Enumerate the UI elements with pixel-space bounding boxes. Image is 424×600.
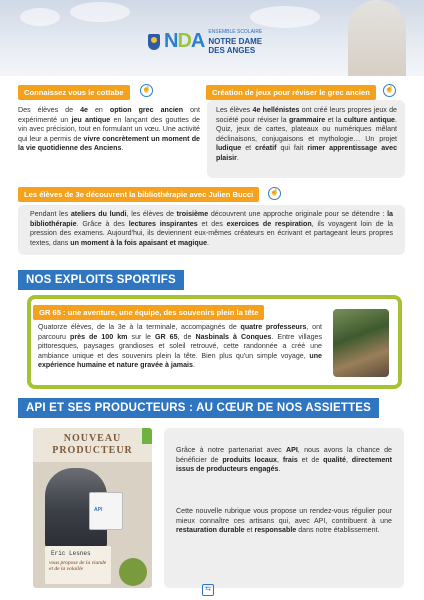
- cottabe-text: [18, 106, 200, 154]
- emphasis-text: la bibliothérapie: [30, 210, 393, 228]
- emphasis-text: culture antique: [343, 115, 395, 124]
- body-text: .: [121, 144, 124, 153]
- header-banner: [0, 0, 424, 76]
- shield-icon: [148, 34, 160, 50]
- body-text: , ont parcouru: [38, 323, 322, 341]
- emphasis-text: créatif: [255, 144, 277, 153]
- emphasis-text: rimer apprentissage avec plaisir: [216, 144, 398, 162]
- body-text: en lançant des gouttes de vin avec précision, tout en formulant un vœu. Une activité qui leur a permis de: [18, 115, 200, 143]
- biblio-text: [30, 210, 393, 248]
- body-text: . Grâce à des: [76, 219, 129, 228]
- emphasis-text: vivre concrètement un moment de la vie quotidienne des Anciens: [18, 134, 200, 153]
- hand-pointer-icon: ☝: [140, 84, 153, 97]
- body-text: Les élèves: [216, 106, 253, 114]
- body-text: et des: [197, 219, 227, 228]
- hand-pointer-icon: ☝: [268, 187, 281, 200]
- emphasis-text: une expérience humaine et nature gravée à jamais: [38, 351, 322, 370]
- body-text: Cette nouvelle rubrique vous propose un rendez-vous régulier pour mieux connaître ces artisans qui, avec API, contribuent à une: [176, 507, 392, 525]
- api-text-2: [176, 507, 392, 536]
- sport-banner: NOS EXPLOITS SPORTIFS: [18, 270, 184, 290]
- blossom-decoration: [70, 2, 130, 22]
- emphasis-text: qualité: [323, 455, 346, 464]
- emphasis-text: responsable: [254, 526, 297, 535]
- emphasis-text: frais: [282, 455, 298, 464]
- hand-pointer-icon: ☝: [383, 84, 396, 97]
- school-logo: [148, 28, 262, 55]
- emphasis-text: API: [285, 446, 298, 454]
- emphasis-text: jeu antique: [71, 115, 111, 124]
- blossom-decoration: [20, 8, 60, 26]
- body-text: dans notre établissement.: [296, 526, 380, 535]
- emphasis-text: directement issus de producteurs engagés: [176, 455, 392, 474]
- logo-small-text: ENSEMBLE SCOLAIRE: [208, 29, 263, 35]
- body-text: , les élèves de: [126, 210, 177, 218]
- emphasis-text: Nasbinals à Conques: [195, 332, 272, 341]
- grec-title: Création de jeux pour réviser le grec ancien: [206, 85, 376, 100]
- body-text: sur le: [127, 332, 155, 341]
- body-text: , ils voyagent loin de la pression des examens. Aujourd'hui, ils deviennent eux-mêmes créateurs en écrivant et partageant leurs propres textes, dans: [30, 219, 393, 247]
- grec-text: [216, 106, 397, 164]
- cottabe-title: Connaissez vous le cottabe: [18, 85, 130, 100]
- body-text: .: [192, 361, 195, 370]
- api-banner: API ET SES PRODUCTEURS : AU CŒUR DE NOS ASSIETTES: [18, 398, 379, 418]
- hiking-photo: [333, 309, 389, 377]
- emphasis-text: exercices de respiration: [226, 219, 312, 228]
- emphasis-text: restauration durable: [176, 526, 245, 535]
- body-text: .: [278, 465, 281, 474]
- emphasis-text: option grec ancien: [109, 106, 184, 114]
- emphasis-text: 4e: [80, 106, 88, 114]
- emphasis-text: quatre professeurs: [240, 323, 307, 331]
- body-text: ont expérimenté un: [18, 106, 200, 124]
- logo-line2: DES ANGES: [208, 46, 256, 55]
- body-text: et: [241, 144, 256, 153]
- poster-title2: PRODUCTEUR: [52, 445, 133, 456]
- logo-mark: NDA: [164, 30, 205, 52]
- body-text: . Quiz, jeux de cartes, plateaux ou numériques mêlant déclinaisons, conjugaisons et mythologie… Un projet: [216, 115, 397, 143]
- body-text: Pendant les: [30, 210, 71, 218]
- blossom-decoration: [250, 6, 320, 28]
- producer-desc: vous propose de la viande et de la volaille: [49, 560, 107, 572]
- poster-title1: NOUVEAU: [63, 433, 122, 444]
- sport-text: [38, 323, 322, 371]
- body-text: . Entre villages pittoresques, paysages grandioses et soleil retrouvé, cette randonnée a créé une ambiance unique et des souvenirs plein la tête. Bien plus qu'un simple voyage,: [38, 332, 323, 360]
- body-text: et la: [325, 115, 344, 124]
- emphasis-text: 4e hellénistes: [252, 106, 300, 114]
- poster-stamp: [119, 558, 147, 586]
- emphasis-text: GR 65: [154, 332, 178, 341]
- producer-name: Eric Lesnes: [51, 550, 91, 557]
- body-text: ont créé leurs propres jeux de société pour réviser la: [216, 106, 397, 124]
- poster-board: API: [89, 492, 123, 530]
- emphasis-text: ludique: [216, 144, 242, 153]
- body-text: en: [87, 106, 110, 114]
- emphasis-text: grammaire: [288, 115, 326, 124]
- sport-title: GR 65 : une aventure, une équipe, des souvenirs plein la tête: [33, 305, 264, 320]
- body-text: découvrent une approche originale pour se détendre :: [208, 210, 388, 218]
- body-text: et de: [297, 455, 324, 464]
- page-icon: ⇆: [202, 584, 214, 596]
- emphasis-text: ateliers du lundi: [70, 210, 127, 218]
- emphasis-text: troisième: [176, 210, 209, 218]
- body-text: .: [236, 153, 239, 162]
- biblio-title: Les élèves de 3e découvrent la bibliothérapie avec Julien Bucci: [18, 187, 259, 202]
- producer-poster: [33, 428, 152, 588]
- emphasis-text: produits locaux: [222, 455, 277, 464]
- poster-card: [45, 546, 111, 584]
- body-text: Quatorze élèves, de la 3e à la terminale, accompagnés de: [38, 323, 241, 331]
- emphasis-text: un moment à la fois apaisant et magique: [70, 238, 208, 247]
- body-text: Grâce à notre partenariat avec: [176, 446, 286, 454]
- body-text: , nous avons la chance de bénéficier de: [176, 446, 392, 464]
- body-text: et: [244, 526, 255, 535]
- body-text: , de: [177, 332, 196, 341]
- statue-image: [348, 0, 406, 76]
- body-text: ,: [345, 455, 352, 464]
- api-text-1: [176, 446, 392, 475]
- body-text: qui fait: [276, 144, 308, 153]
- emphasis-text: près de 100 km: [70, 332, 128, 341]
- logo-line1: NOTRE DAME: [208, 37, 263, 46]
- body-text: ,: [277, 455, 283, 464]
- emphasis-text: lectures inspirantes: [128, 219, 198, 228]
- body-text: .: [207, 238, 209, 247]
- body-text: Des élèves de: [18, 106, 81, 114]
